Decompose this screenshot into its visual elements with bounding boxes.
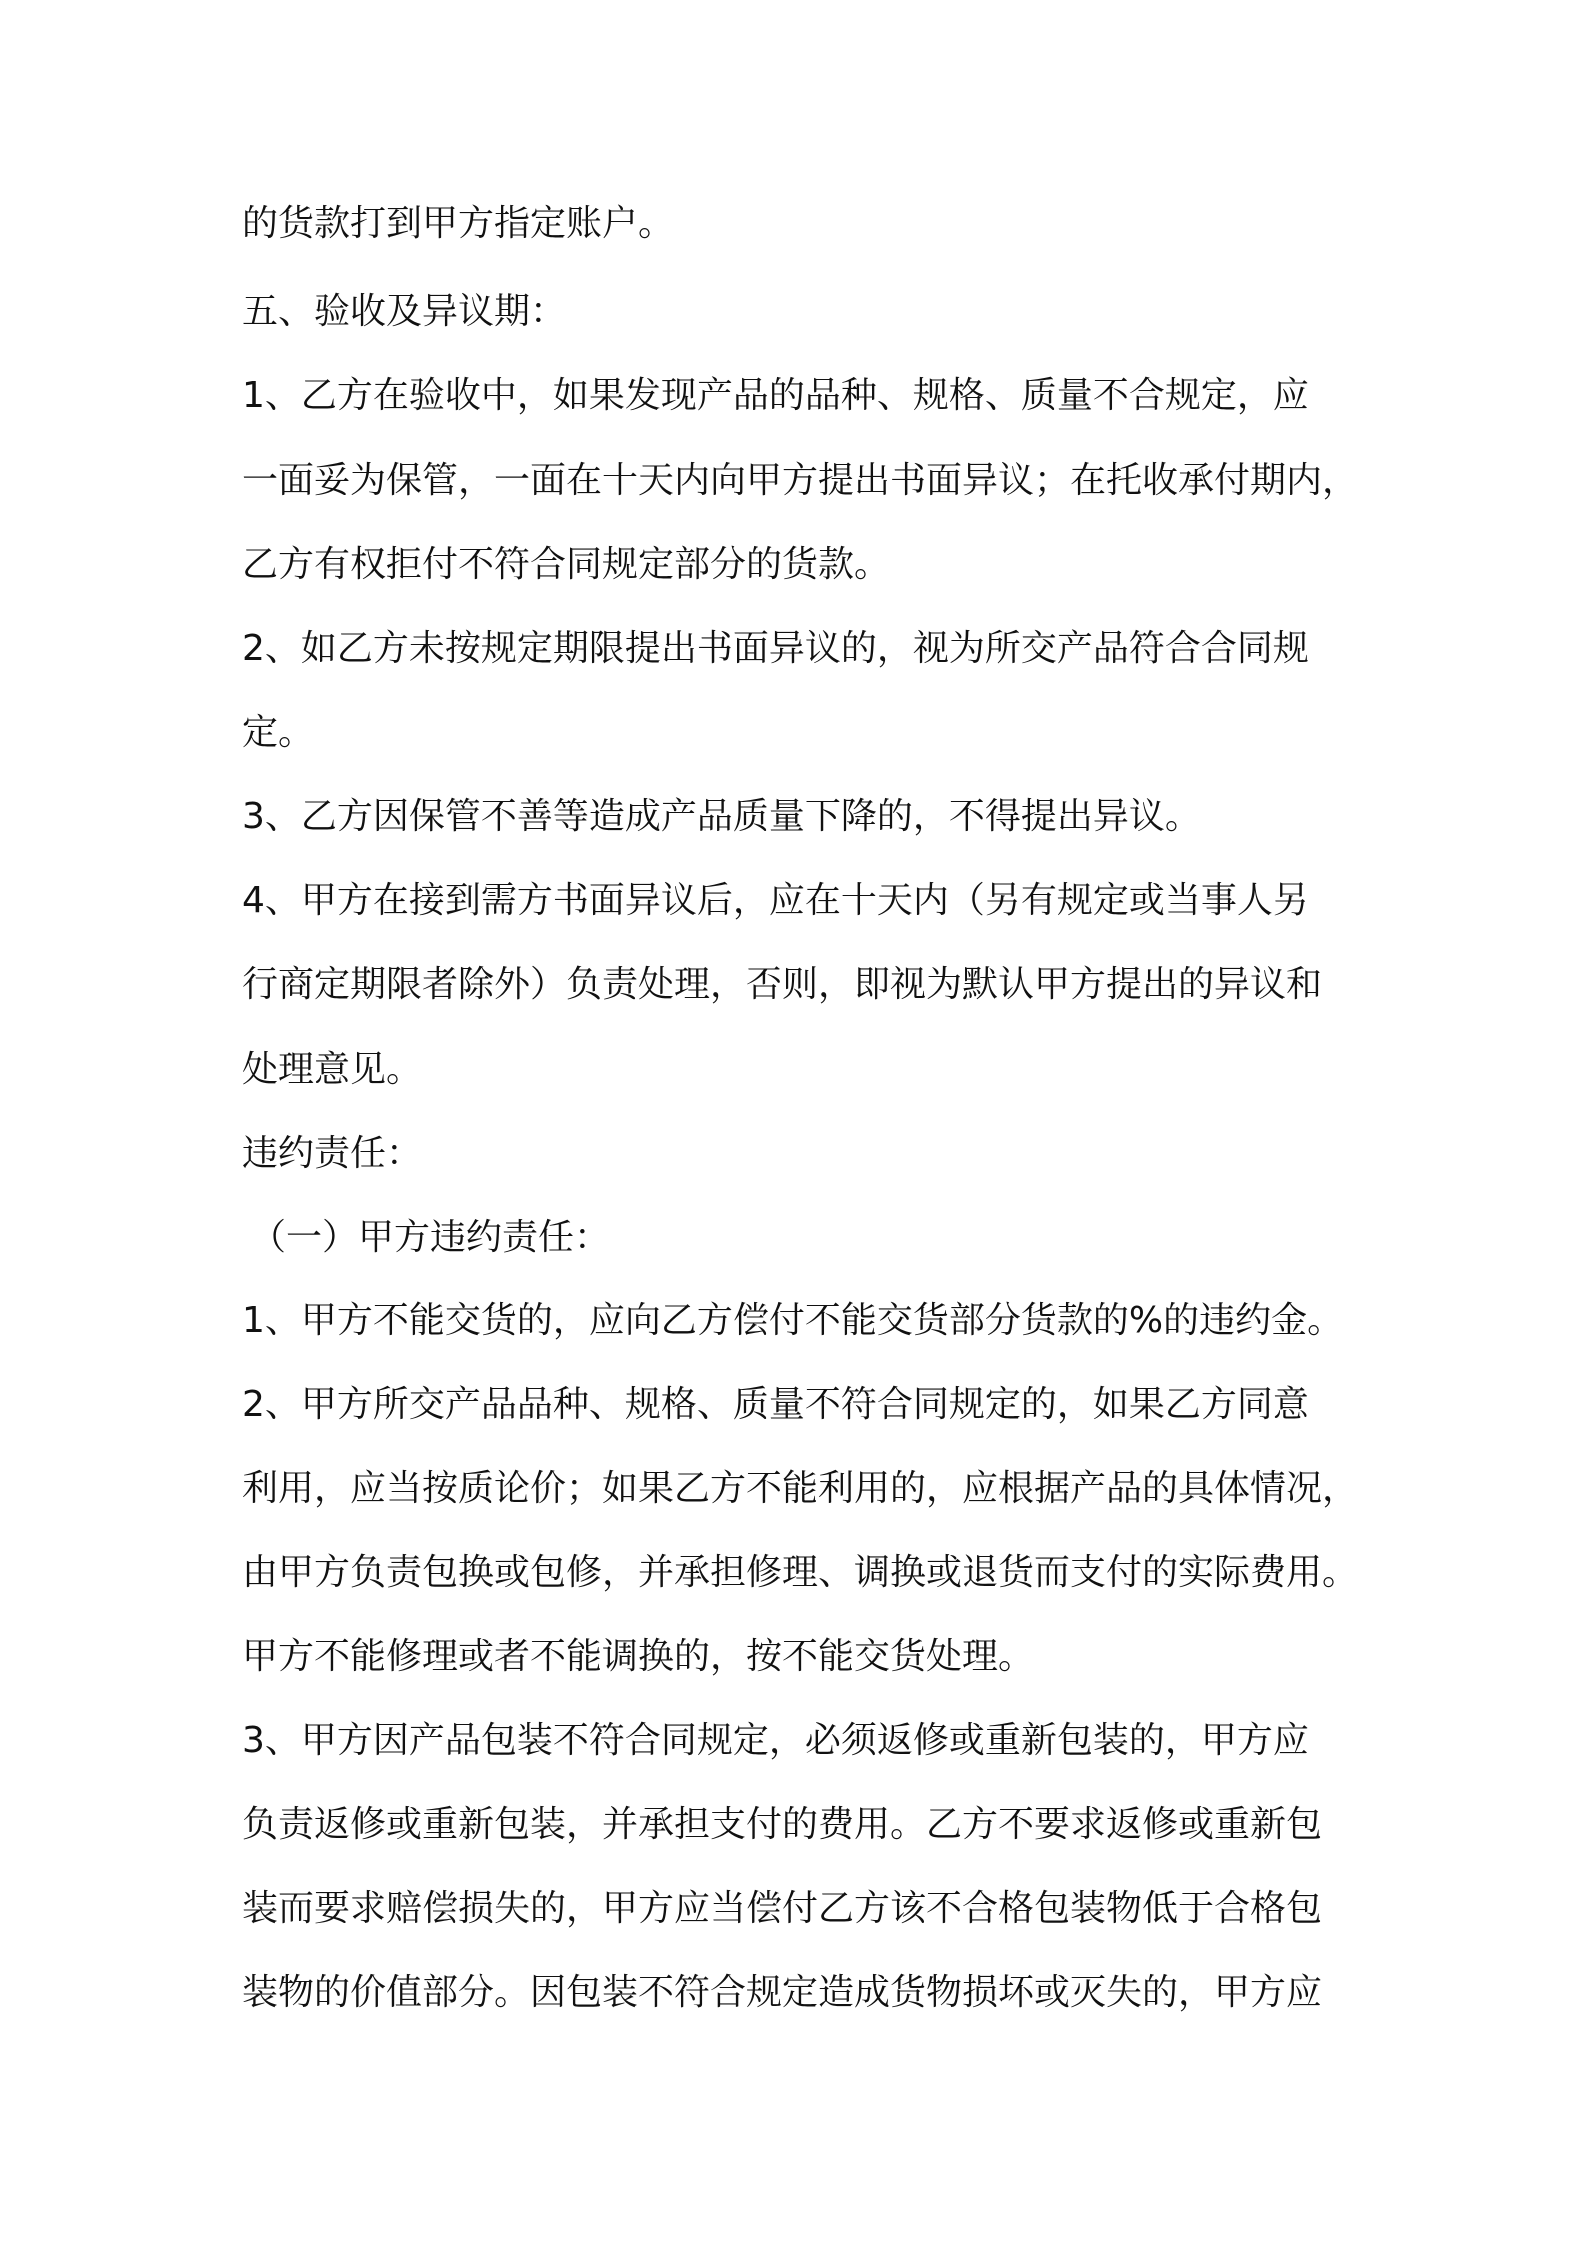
subsection-heading: （一）甲方违约责任：: [250, 1217, 611, 1258]
text-line: 甲方不能修理或者不能调换的，按不能交货处理。: [242, 1636, 1035, 1677]
text-line: 2、如乙方未按规定期限提出书面异议的，视为所交产品符合合同规: [242, 628, 1309, 669]
text-line: 定。: [242, 712, 315, 753]
text-line: 的货款打到甲方指定账户。: [242, 203, 675, 244]
text-line: 3、乙方因保管不善等造成产品质量下降的，不得提出异议。: [242, 796, 1201, 837]
text-line: 4、甲方在接到需方书面异议后，应在十天内（另有规定或当事人另: [242, 880, 1309, 921]
text-line: 装物的价值部分。因包装不符合规定造成货物损坏或灭失的，甲方应: [242, 1972, 1323, 2013]
section-heading: 五、验收及异议期：: [242, 291, 567, 332]
text-line: 2、甲方所交产品品种、规格、质量不符合同规定的，如果乙方同意: [242, 1384, 1309, 1425]
text-line: 3、甲方因产品包装不符合同规定，必须返修或重新包装的，甲方应: [242, 1720, 1309, 1761]
text-line: 1、乙方在验收中，如果发现产品的品种、规格、质量不合规定，应: [242, 375, 1309, 416]
text-line: 负责返修或重新包装，并承担支付的费用。乙方不要求返修或重新包: [242, 1804, 1323, 1845]
section-heading: 违约责任：: [242, 1133, 423, 1174]
text-line: 一面妥为保管，一面在十天内向甲方提出书面异议；在托收承付期内，: [242, 460, 1359, 501]
text-line: 1、甲方不能交货的，应向乙方偿付不能交货部分货款的%的违约金。: [242, 1300, 1344, 1341]
text-line: 行商定期限者除外）负责处理，否则，即视为默认甲方提出的异议和: [242, 964, 1323, 1005]
text-line: 处理意见。: [242, 1049, 423, 1090]
text-line: 装而要求赔偿损失的，甲方应当偿付乙方该不合格包装物低于合格包: [242, 1888, 1323, 1929]
text-line: 乙方有权拒付不符合同规定部分的货款。: [242, 544, 891, 585]
text-line: 利用，应当按质论价；如果乙方不能利用的，应根据产品的具体情况，: [242, 1468, 1359, 1509]
text-line: 由甲方负责包换或包修，并承担修理、调换或退货而支付的实际费用。: [242, 1552, 1359, 1593]
